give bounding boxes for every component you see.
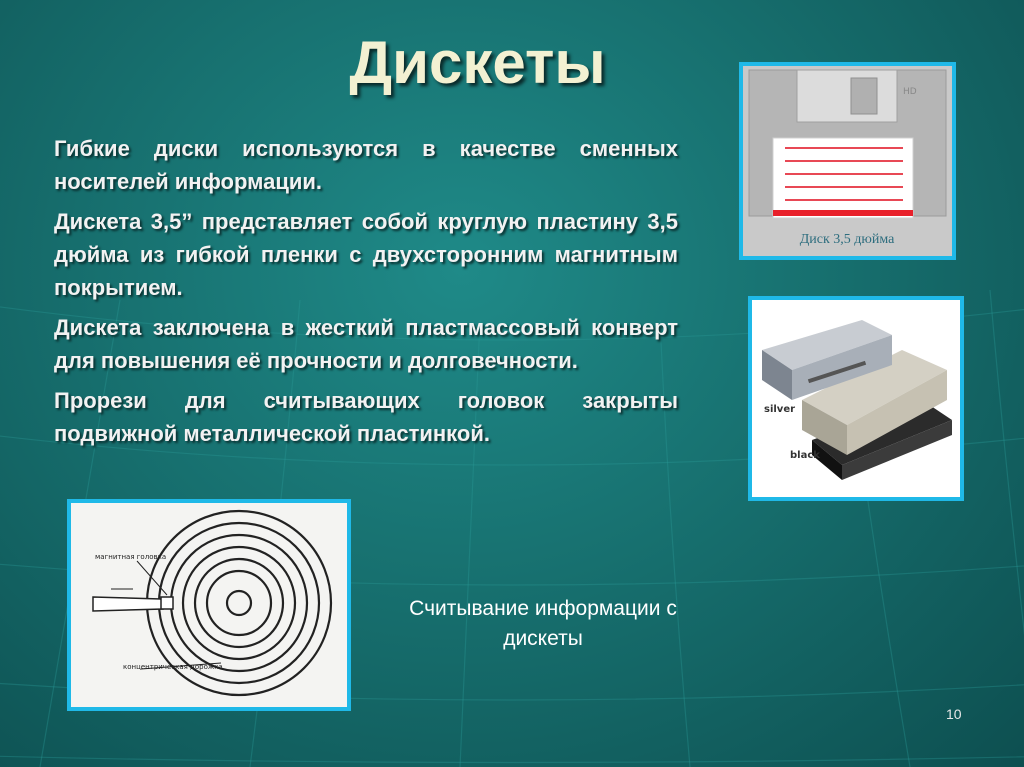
floppy-disk-image (739, 62, 956, 260)
floppy-caption: Диск 3,5 дюйма (799, 232, 895, 247)
paragraph: Гибкие диски используются в качестве сменных носителей информации. (54, 136, 678, 194)
paragraph: Дискета 3,5” представляет собой круглую пластину 3,5 дюйма из гибкой пленки с двухсторонним магнитным покрытием. (54, 209, 678, 300)
floppy-drives-image (748, 296, 964, 501)
hd-mark: HD (903, 87, 917, 97)
floppy-disk-illustration (743, 66, 952, 256)
disk-diagram-illustration (71, 503, 347, 707)
body-text (54, 132, 678, 457)
page-number: 10 (946, 706, 962, 722)
drive-label-silver: silver (764, 404, 796, 415)
paragraph: Прорези для считывающих головок закрыты подвижной металлической пластинкой. (54, 388, 678, 446)
drive-label-black: black (790, 450, 820, 461)
paragraph: Дискета заключена в жесткий пластмассовый конверт для повышения её прочности и долговечности. (54, 315, 678, 373)
diagram-label-track: концентрическая дорожка (123, 663, 223, 671)
floppy-drives-illustration (752, 300, 960, 497)
diagram-caption: Считывание информации с дискеты (409, 597, 677, 650)
slide-title: Дискеты (349, 29, 606, 96)
diagram-label-head: магнитная головка (95, 553, 167, 561)
disk-diagram-image (67, 499, 351, 711)
